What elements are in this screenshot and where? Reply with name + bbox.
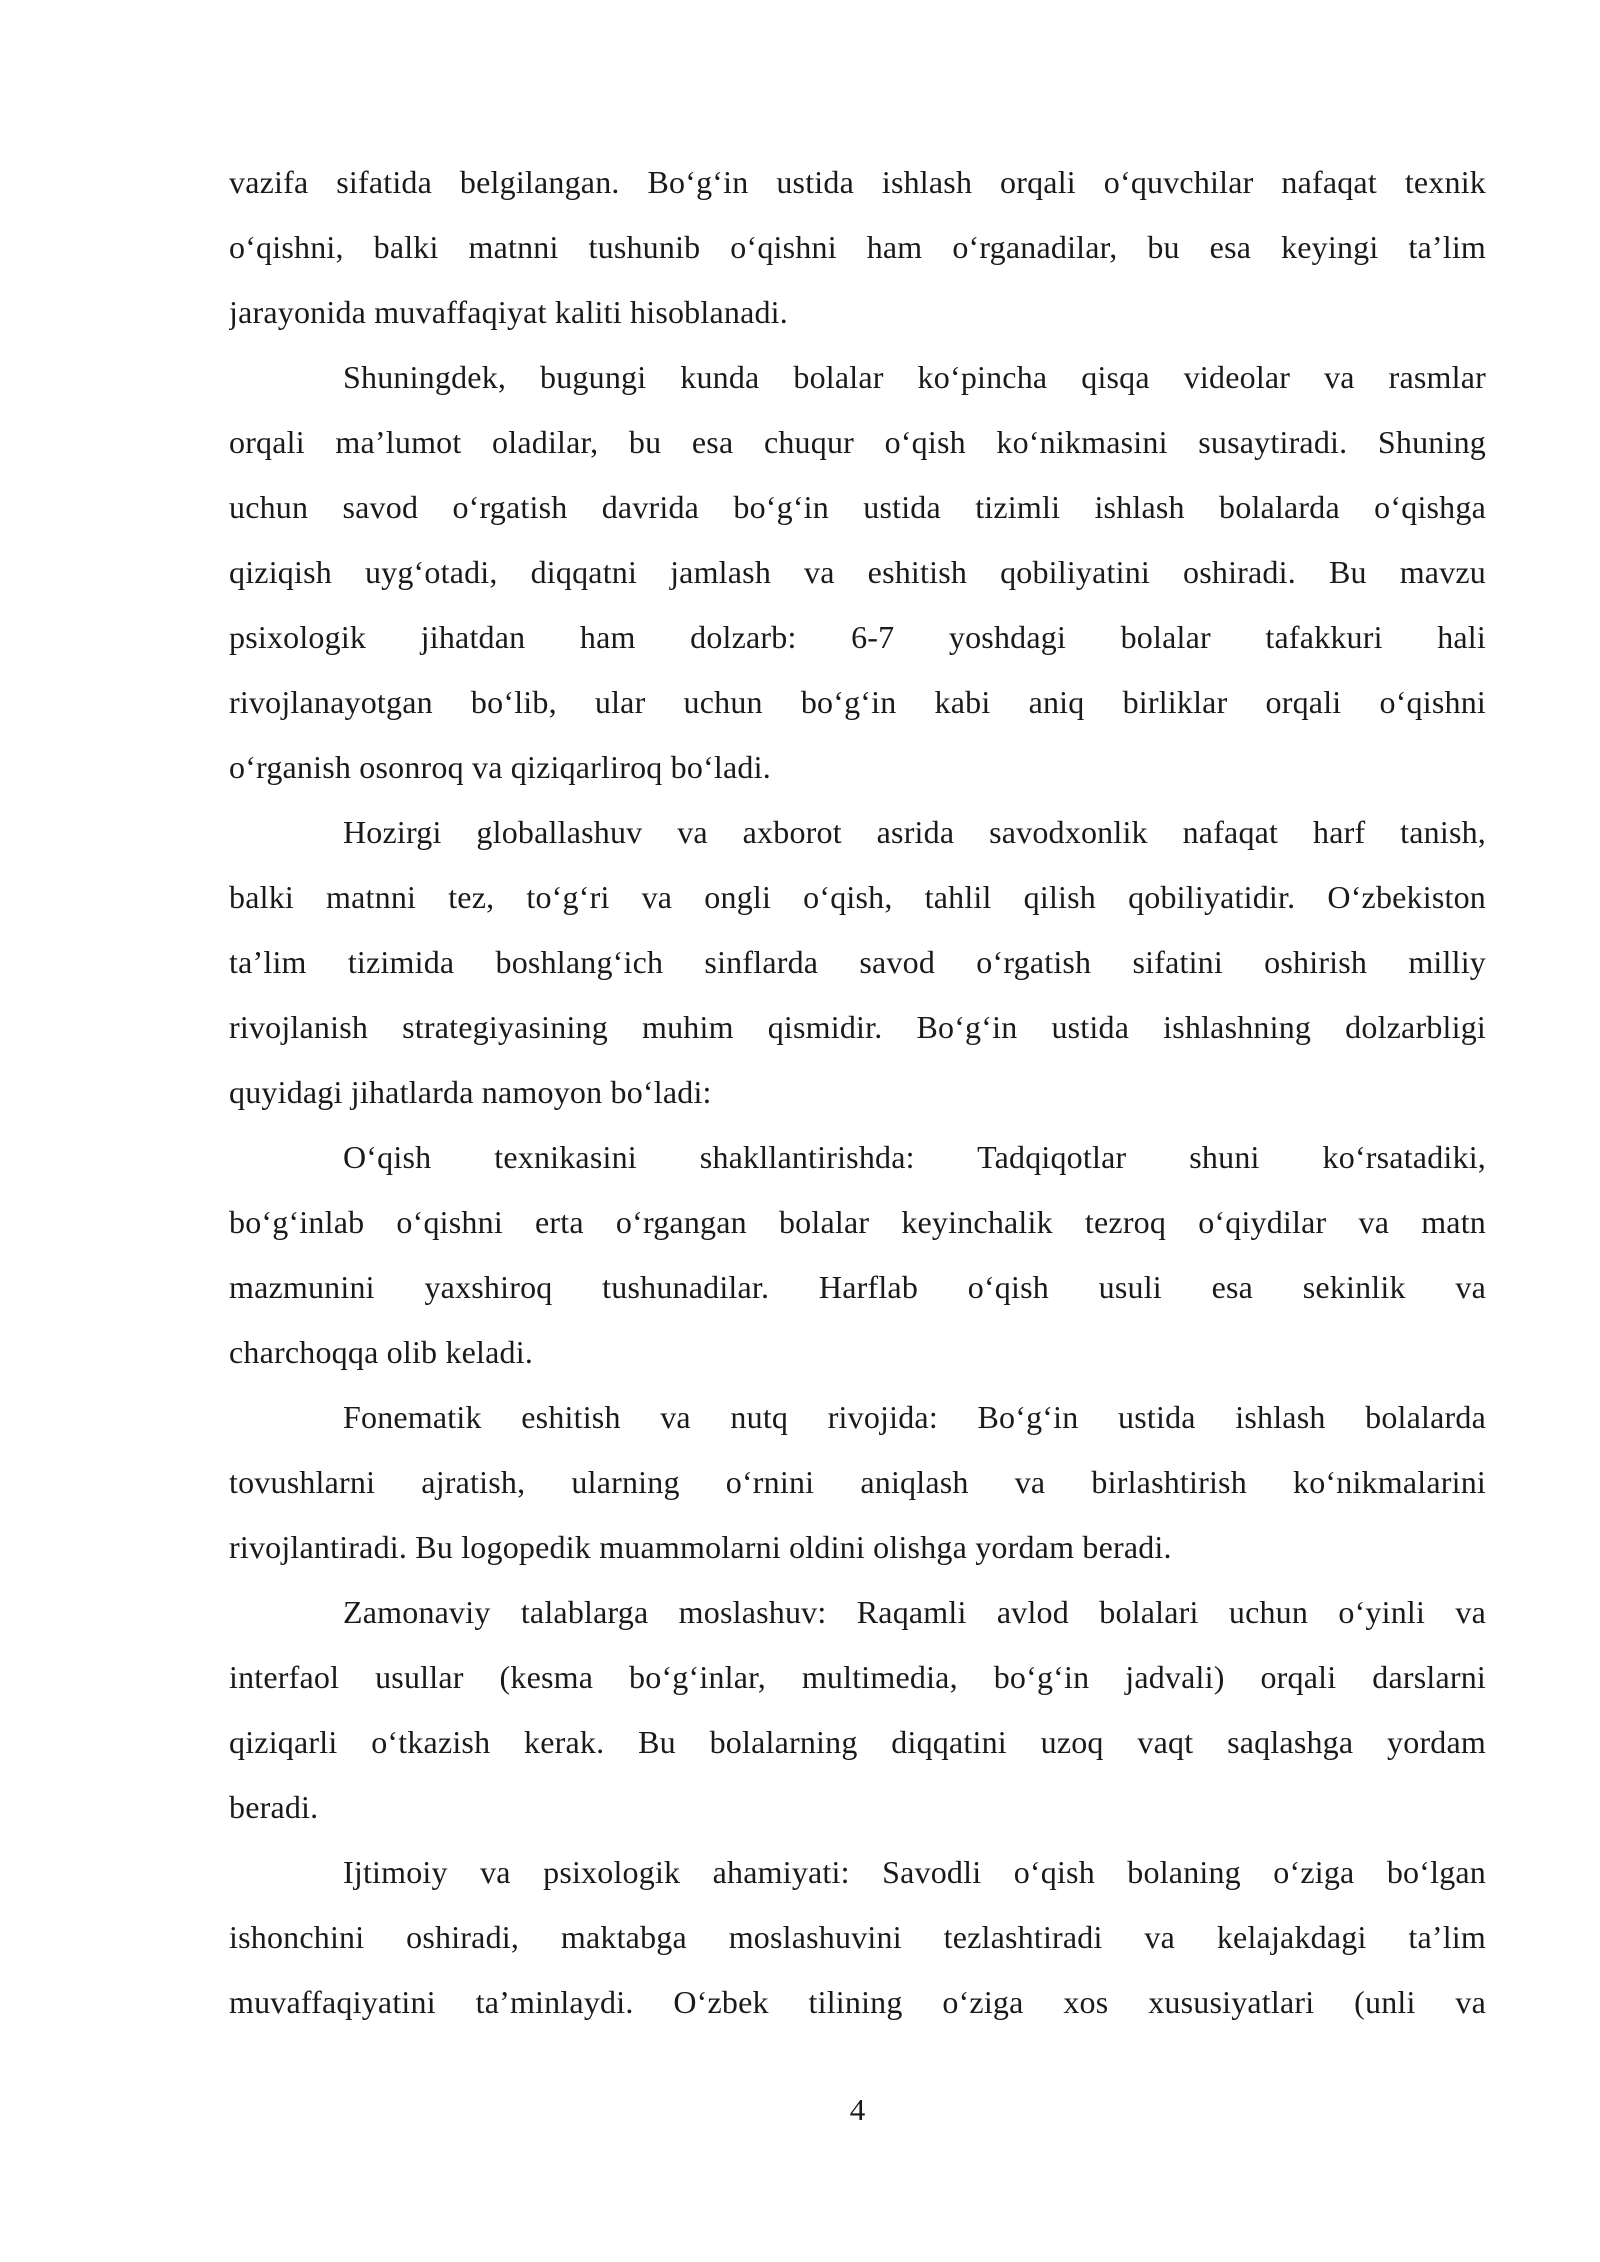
text-line: o‘qishni, balki matnni tushunib o‘qishni ham o‘rganadilar, bu esa keyingi ta’lim <box>229 229 1486 265</box>
text-line: charchoqqa olib keladi. <box>229 1334 534 1370</box>
text-line: Ijtimoiy va psixologik ahamiyati: Savodli o‘qish bolaning o‘ziga bo‘lgan <box>343 1854 1486 1890</box>
text-line: bo‘g‘inlab o‘qishni erta o‘rgangan bolalar keyinchalik tezroq o‘qiydilar va matn <box>229 1204 1486 1240</box>
text-line: beradi. <box>229 1789 319 1825</box>
text-line: balki matnni tez, to‘g‘ri va ongli o‘qish, tahlil qilish qobiliyatidir. O‘zbekiston <box>229 879 1486 915</box>
text-line: rivojlanayotgan bo‘lib, ular uchun bo‘g‘in kabi aniq birliklar orqali o‘qishni <box>229 684 1486 720</box>
text-line: muvaffaqiyatini ta’minlaydi. O‘zbek tilining o‘ziga xos xususiyatlari (unli va <box>229 1984 1486 2020</box>
text-line: qiziqish uyg‘otadi, diqqatni jamlash va eshitish qobiliyatini oshiradi. Bu mavzu <box>229 554 1486 590</box>
paragraph-7 <box>229 1840 1486 2035</box>
text-line: Zamonaviy talablarga moslashuv: Raqamli avlod bolalari uchun o‘yinli va <box>343 1594 1486 1630</box>
text-line: Shuningdek, bugungi kunda bolalar ko‘pincha qisqa videolar va rasmlar <box>343 359 1486 395</box>
text-line: tovushlarni ajratish, ularning o‘rnini aniqlash va birlashtirish ko‘nikmalarini <box>229 1464 1486 1500</box>
page-number: 4 <box>849 2092 866 2127</box>
paragraph-6 <box>229 1580 1486 1840</box>
text-line: Hozirgi globallashuv va axborot asrida savodxonlik nafaqat harf tanish, <box>343 814 1486 850</box>
paragraph-2 <box>229 345 1486 800</box>
text-line: ishonchini oshiradi, maktabga moslashuvini tezlashtiradi va kelajakdagi ta’lim <box>229 1919 1486 1955</box>
text-line: uchun savod o‘rgatish davrida bo‘g‘in ustida tizimli ishlash bolalarda o‘qishga <box>229 489 1486 525</box>
text-line: o‘rganish osonroq va qiziqarliroq bo‘ladi. <box>229 749 771 785</box>
text-line: Fonematik eshitish va nutq rivojida: Bo‘g‘in ustida ishlash bolalarda <box>343 1399 1486 1435</box>
paragraph-1 <box>229 150 1486 345</box>
text-line: rivojlantiradi. Bu logopedik muammolarni oldini olishga yordam beradi. <box>229 1529 1172 1565</box>
text-line: qiziqarli o‘tkazish kerak. Bu bolalarning diqqatini uzoq vaqt saqlashga yordam <box>229 1724 1486 1760</box>
paragraph-5 <box>229 1385 1486 1580</box>
text-line: mazmunini yaxshiroq tushunadilar. Harflab o‘qish usuli esa sekinlik va <box>229 1269 1486 1305</box>
text-line: O‘qish texnikasini shakllantirishda: Tadqiqotlar shuni ko‘rsatadiki, <box>343 1139 1486 1175</box>
text-line: vazifa sifatida belgilangan. Bo‘g‘in ustida ishlash orqali o‘quvchilar nafaqat texnik <box>229 164 1486 200</box>
paragraph-4 <box>229 1125 1486 1385</box>
document-body <box>229 150 1486 2035</box>
text-line: ta’lim tizimida boshlang‘ich sinflarda savod o‘rgatish sifatini oshirish milliy <box>229 944 1486 980</box>
text-line: jarayonida muvaffaqiyat kaliti hisoblanadi. <box>229 294 788 330</box>
text-line: orqali ma’lumot oladilar, bu esa chuqur o‘qish ko‘nikmasini susaytiradi. Shuning <box>229 424 1486 460</box>
text-line: quyidagi jihatlarda namoyon bo‘ladi: <box>229 1074 712 1110</box>
text-line: psixologik jihatdan ham dolzarb: 6-7 yoshdagi bolalar tafakkuri hali <box>229 619 1486 655</box>
paragraph-3 <box>229 800 1486 1125</box>
text-line: interfaol usullar (kesma bo‘g‘inlar, multimedia, bo‘g‘in jadvali) orqali darslarni <box>229 1659 1486 1695</box>
text-line: rivojlanish strategiyasining muhim qismidir. Bo‘g‘in ustida ishlashning dolzarbligi <box>229 1009 1486 1045</box>
